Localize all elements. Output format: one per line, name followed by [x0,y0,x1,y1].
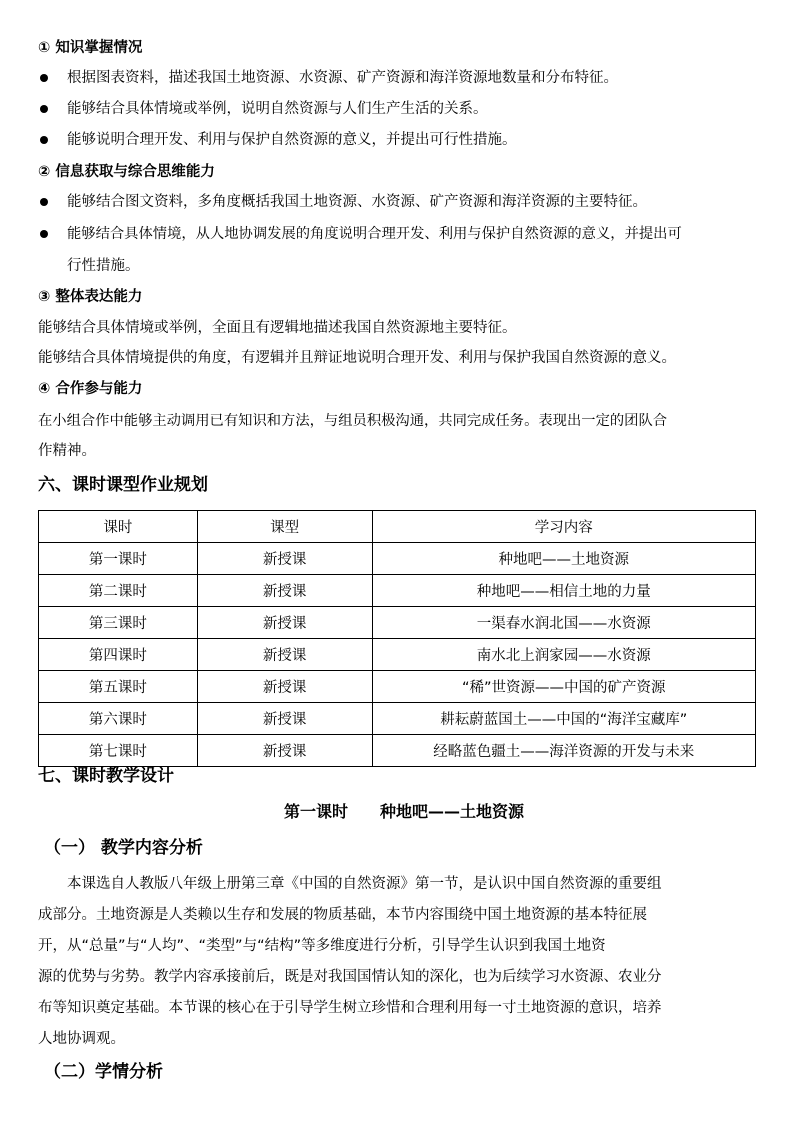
paragraph-line: 本课选自人教版八年级上册第三章《中国的自然资源》第一节，是认识中国自然资源的重要组 [67,876,662,892]
table-row [39,703,756,735]
table-row [39,575,756,607]
table-cell: 南水北上润家园——水资源 [372,639,755,671]
table-cell: 一渠春水润北国——水资源 [372,607,755,639]
table-cell: 第六课时 [39,703,198,735]
section-heading-cooperation: ④ 合作参与能力 [38,381,143,397]
paragraph-line: 成部分。土地资源是人类赖以生存和发展的物质基础，本节内容围绕中国土地资源的基本特征展 [38,907,647,923]
table-header-row [39,511,756,543]
column-header: 课时 [39,511,198,543]
paragraph-line: 开，从“总量”与“人均”、“类型”与“结构”等多维度进行分析，引导学生认识到我国土地资 [38,938,606,954]
bullet-icon [40,198,48,206]
paragraph-line: 源的优势与劣势。教学内容承接前后，既是对我国国情认知的深化，也为后续学习水资源、农业分 [38,969,662,985]
section-heading-info: ② 信息获取与综合思维能力 [38,164,215,180]
section-heading-plan: 六、课时课型作业规划 [38,475,208,495]
bullet-icon [40,136,48,144]
table-cell: 新授课 [197,639,372,671]
table-cell: 新授课 [197,607,372,639]
table-row [39,671,756,703]
table-cell: 耕耘蔚蓝国土——中国的“海洋宝藏库” [372,703,755,735]
table-row [39,607,756,639]
table-cell: 第五课时 [39,671,198,703]
body-text: 能够结合具体情境或举例，全面且有逻辑地描述我国自然资源地主要特征。 [38,320,517,336]
bullet-icon [40,230,48,238]
table-cell: 第四课时 [39,639,198,671]
body-text: 能够结合具体情境提供的角度，有逻辑并且辩证地说明合理开发、利用与保护我国自然资源的意义。 [38,350,676,366]
column-header: 课型 [197,511,372,543]
table-cell: “稀”世资源——中国的矿产资源 [372,671,755,703]
bullet-text: 能够说明合理开发、利用与保护自然资源的意义，并提出可行性措施。 [67,132,517,148]
bullet-text: 能够结合图文资料，多角度概括我国土地资源、水资源、矿产资源和海洋资源的主要特征。 [67,194,647,210]
section-heading-expression: ③ 整体表达能力 [38,289,143,305]
table-row [39,639,756,671]
table-cell: 新授课 [197,735,372,767]
bullet-text: 能够结合具体情境或举例，说明自然资源与人们生产生活的关系。 [67,101,488,117]
section-heading-design: 七、课时教学设计 [38,766,174,786]
table-cell: 新授课 [197,703,372,735]
bullet-text: 根据图表资料，描述我国土地资源、水资源、矿产资源和海洋资源地数量和分布特征。 [67,70,618,86]
table-row [39,543,756,575]
table-cell: 新授课 [197,671,372,703]
bullet-text-continued: 行性措施。 [67,258,140,274]
body-text: 在小组合作中能够主动调用已有知识和方法，与组员积极沟通，共同完成任务。表现出一定的团队合 [38,413,668,429]
subsection-heading-content: （一） 教学内容分析 [44,838,203,858]
column-header: 学习内容 [372,511,755,543]
lesson-title: 第一课时 种地吧——土地资源 [284,802,525,821]
table-row [39,735,756,767]
table-cell: 种地吧——土地资源 [372,543,755,575]
table-cell: 种地吧——相信土地的力量 [372,575,755,607]
subsection-heading-learner: （二）学情分析 [44,1062,163,1082]
table-cell: 第二课时 [39,575,198,607]
lesson-plan-table [38,510,756,767]
bullet-icon [40,74,48,82]
body-text: 作精神。 [38,443,96,459]
bullet-text: 能够结合具体情境，从人地协调发展的角度说明合理开发、利用与保护自然资源的意义，并提出可 [67,226,682,242]
table-cell: 第一课时 [39,543,198,575]
table-cell: 新授课 [197,543,372,575]
bullet-icon [40,105,48,113]
table-cell: 新授课 [197,575,372,607]
table-cell: 第三课时 [39,607,198,639]
paragraph-line: 布等知识奠定基础。本节课的核心在于引导学生树立珍惜和合理利用每一寸土地资源的意识，培养 [38,1000,662,1016]
table-cell: 第七课时 [39,735,198,767]
paragraph-line: 人地协调观。 [38,1031,125,1047]
section-heading-knowledge: ① 知识掌握情况 [38,40,143,56]
table-cell: 经略蓝色疆土——海洋资源的开发与未来 [372,735,755,767]
